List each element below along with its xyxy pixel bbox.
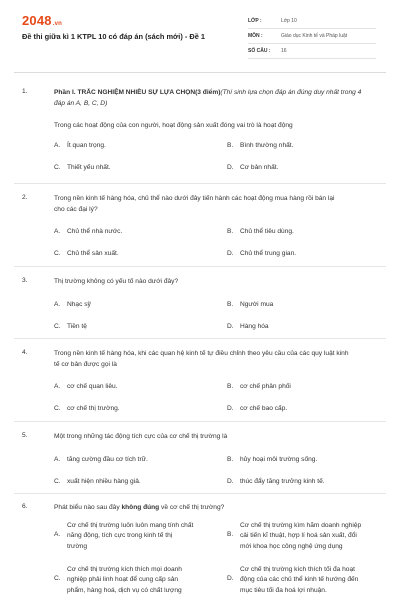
option-d[interactable]: D. cơ chế bao cấp. xyxy=(227,405,288,412)
question-number: 6. xyxy=(22,503,28,510)
option-b[interactable]: B. cơ chế phân phối xyxy=(227,383,291,390)
options xyxy=(54,142,364,178)
emphasis-text: không đúng xyxy=(121,504,160,511)
question-5 xyxy=(0,432,400,492)
option-b[interactable]: B. hủy hoại môi trường sống. xyxy=(227,455,318,463)
question-text: Thị trường không có yếu tố nào dưới đây? xyxy=(54,278,179,285)
question-6 xyxy=(0,503,400,601)
question-3 xyxy=(0,277,400,337)
option-d[interactable]: D. Cơ bản nhất. xyxy=(227,164,279,171)
options xyxy=(54,228,364,264)
option-a[interactable]: A. Chủ thể nhà nước. xyxy=(54,228,123,235)
question-4 xyxy=(0,349,400,419)
part-instruction: (Thí sinh lựa chọn đáp án đúng duy nhất trong 4 đáp án A, B, C, D) xyxy=(54,89,362,107)
page-header xyxy=(0,0,400,58)
question-text: Phát biểu nào sau đây không đúng về cơ chế thị trường? xyxy=(54,504,225,511)
options xyxy=(54,301,364,337)
question-number: 2. xyxy=(22,194,28,201)
option-d[interactable]: D. thúc đẩy tăng trưởng kinh tế. xyxy=(227,477,325,485)
exam-meta-table xyxy=(248,14,376,59)
option-c[interactable]: C. Tiền tệ xyxy=(54,322,87,330)
part-title: Phần I. TRẮC NGHIỆM NHIỀU SỰ LỰA CHỌN(3 điểm) xyxy=(54,89,221,96)
meta-value: Giáo dục Kinh tế và Pháp luật xyxy=(281,33,348,39)
question-number: 4. xyxy=(22,349,28,356)
options xyxy=(54,383,364,419)
question-separator xyxy=(14,266,386,267)
option-d[interactable]: D. Chủ thể trung gian. xyxy=(227,250,297,257)
options xyxy=(54,456,364,492)
question-separator xyxy=(14,183,386,184)
option-b[interactable]: B. Cơ chế thị trường kìm hãm doanh nghiệp cải tiến kĩ thuật, hợp lí hoá sản xuất, đổi mới khoa học công nghệ ứng dụng xyxy=(227,521,362,550)
question-1 xyxy=(0,88,400,192)
question-text xyxy=(54,88,364,109)
question-text: Trong nền kinh tế hàng hóa, chủ thể nào dưới đây tiến hành các hoạt động mua hàng rồi bán lại cho các đại lý? xyxy=(54,195,335,213)
option-b[interactable]: B. Chủ thể tiêu dùng. xyxy=(227,228,294,235)
option-a[interactable]: A. Nhạc sỹ xyxy=(54,300,91,308)
meta-row-count xyxy=(248,44,376,59)
meta-value: Lớp 10 xyxy=(281,18,297,24)
option-c[interactable]: C. cơ chế thị trường. xyxy=(54,405,120,412)
meta-key: SỐ CÂU : xyxy=(248,48,271,54)
option-c[interactable]: C. Cơ chế thị trường kích thích mọi doanh nghiệp phải linh hoạt để cung cấp sản phẩm, hàng hoá, dịch vụ có chất lượng xyxy=(54,565,182,594)
option-d[interactable]: D. Cơ chế thị trường kích thích tối đa hoạt động của các chủ thể kinh tế hướng đến mục tiêu tối đa hoá lợi nhuận. xyxy=(227,565,359,594)
option-d[interactable]: D. Hàng hóa xyxy=(227,322,269,330)
option-a[interactable]: A. tăng cường đầu cơ tích trữ. xyxy=(54,455,148,463)
question-number: 1. xyxy=(22,88,28,95)
option-c[interactable]: C. xuất hiện nhiều hàng giả. xyxy=(54,477,141,485)
option-a[interactable]: A. Cơ chế thị trường luôn luôn mang tính chất năng động, tích cực trong kinh tế thị trường xyxy=(54,521,194,550)
meta-key: MÔN : xyxy=(248,33,263,39)
question-separator xyxy=(14,338,386,339)
option-a[interactable]: A. Ít quan trọng. xyxy=(54,142,106,149)
meta-value: 16 xyxy=(281,48,287,54)
question-text: Trong nền kinh tế hàng hóa, khi các quan hệ kinh tế tự điều chỉnh theo yêu cầu của các quy luật kinh tế cơ bản được gọi là xyxy=(54,350,349,368)
option-c[interactable]: C. Chủ thể sản xuất. xyxy=(54,250,119,257)
meta-row-subject xyxy=(248,29,376,44)
options xyxy=(54,521,364,601)
site-logo[interactable]: 2048.vn xyxy=(22,13,63,28)
question-text: Một trong những tác động tích cực của cơ chế thị trường là xyxy=(54,433,228,440)
question-separator xyxy=(14,421,386,422)
question-number: 5. xyxy=(22,432,28,439)
option-a[interactable]: A. cơ chế quan liêu. xyxy=(54,383,118,390)
meta-key: LỚP : xyxy=(248,18,262,24)
option-c[interactable]: C. Thiết yếu nhất. xyxy=(54,164,111,171)
question-number: 3. xyxy=(22,277,28,284)
header-divider xyxy=(14,72,386,73)
option-b[interactable]: B. Bình thường nhất. xyxy=(227,142,294,149)
question-separator xyxy=(14,493,386,494)
document-title: Đề thi giữa kì 1 KTPL 10 có đáp án (sách mới) - Đề 1 xyxy=(22,32,205,41)
meta-row-class xyxy=(248,14,376,29)
question-stem: Trong các hoạt động của con người, hoạt động sản xuất đóng vai trò là hoạt động xyxy=(54,122,293,129)
option-b[interactable]: B. Người mua xyxy=(227,300,274,308)
question-2 xyxy=(0,194,400,264)
